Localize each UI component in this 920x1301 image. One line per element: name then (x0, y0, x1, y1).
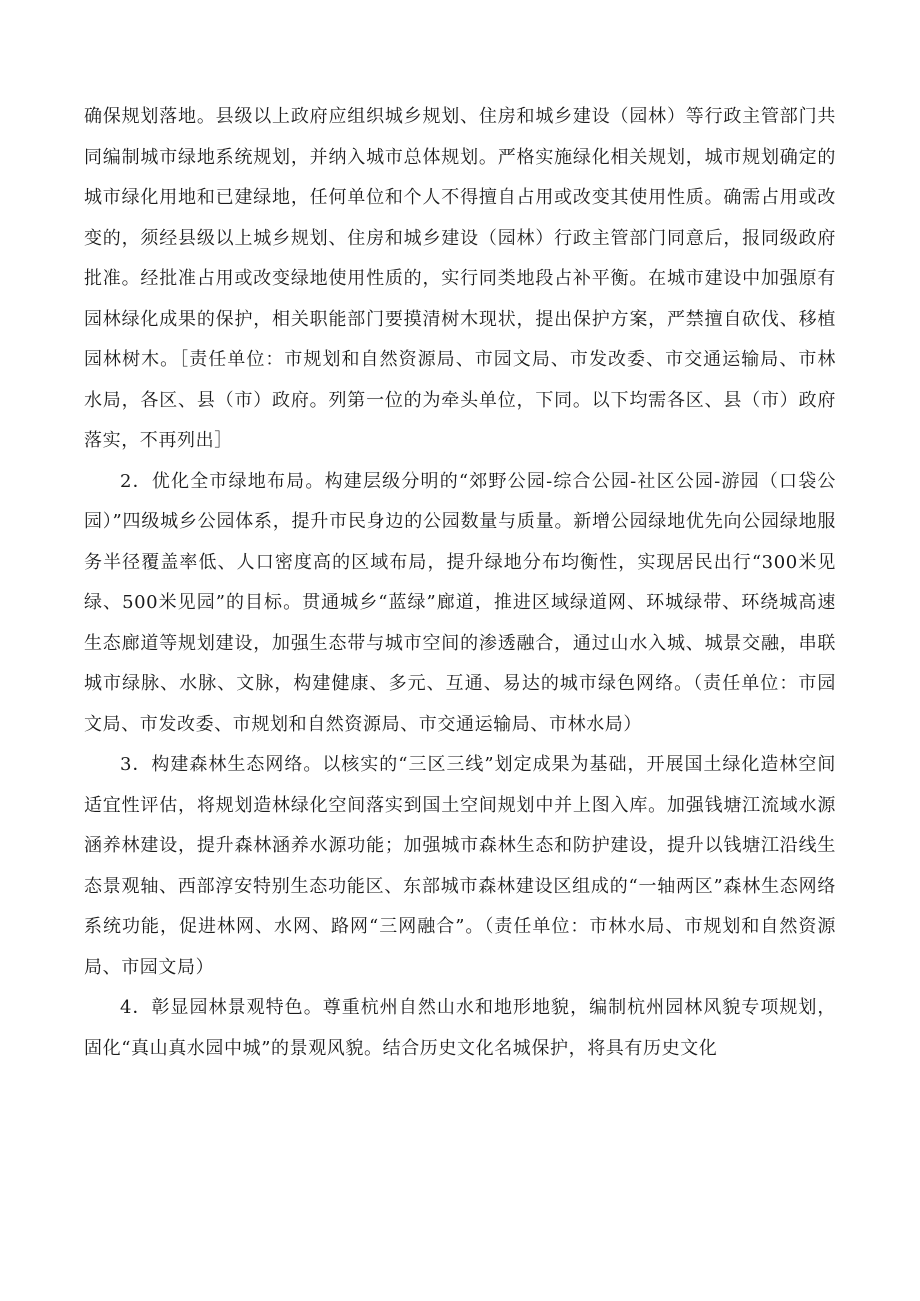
document-page (84, 97, 836, 1069)
paragraph-item-3-forest-network: 3．构建森林生态网络。以核实的“三区三线”划定成果为基础，开展国土绿化造林空间适宜性评估，将规划造林绿化空间落实到国土空间规划中并上图入库。加强钱塘江流域水源涵养林建设，提升森林涵养水源功能；加强城市森林生态和防护建设，提升以钱塘江沿线生态景观轴、西部淳安特别生态功能区、东部城市森林建设区组成的“一轴两区”森林生态网络系统功能，促进林网、水网、路网“三网融合”。（责任单位：市林水局、市规划和自然资源局、市园文局） (84, 754, 836, 978)
paragraph-item-2-greenspace-layout: 2．优化全市绿地布局。构建层级分明的“郊野公园-综合公园-社区公园-游园（口袋公园）”四级城乡公园体系，提升市民身边的公园数量与质量。新增公园绿地优先向公园绿地服务半径覆盖率低、人口密度高的区域布局，提升绿地分布均衡性，实现居民出行“300米见绿、500米见园”的目标。贯通城乡“蓝绿”廊道，推进区域绿道网、环城绿带、环绕城高速生态廊道等规划建设，加强生态带与城市空间的渗透融合，通过山水入城、城景交融，串联城市绿脉、水脉、文脉，构建健康、多元、互通、易达的城市绿色网络。（责任单位：市园文局、市发改委、市规划和自然资源局、市交通运输局、市林水局） (84, 470, 836, 735)
paragraph-plan-implementation: 确保规划落地。县级以上政府应组织城乡规划、住房和城乡建设（园林）等行政主管部门共同编制城市绿地系统规划，并纳入城市总体规划。严格实施绿化相关规划，城市规划确定的城市绿化用地和已建绿地，任何单位和个人不得擅自占用或改变其使用性质。确需占用或改变的，须经县级以上城乡规划、住房和城乡建设（园林）行政主管部门同意后，报同级政府批准。经批准占用或改变绿地使用性质的，实行同类地段占补平衡。在城市建设中加强原有园林绿化成果的保护，相关职能部门要摸清树木现状，提出保护方案，严禁擅自砍伐、移植园林树木。［责任单位：市规划和自然资源局、市园文局、市发改委、市交通运输局、市林水局，各区、县（市）政府。列第一位的为牵头单位，下同。以下均需各区、县（市）政府落实，不再列出］ (84, 106, 836, 451)
paragraph-item-4-landscape-features: 4．彰显园林景观特色。尊重杭州自然山水和地形地貌，编制杭州园林风貌专项规划，固化“真山真水园中城”的景观风貌。结合历史文化名城保护，将具有历史文化 (84, 997, 836, 1059)
